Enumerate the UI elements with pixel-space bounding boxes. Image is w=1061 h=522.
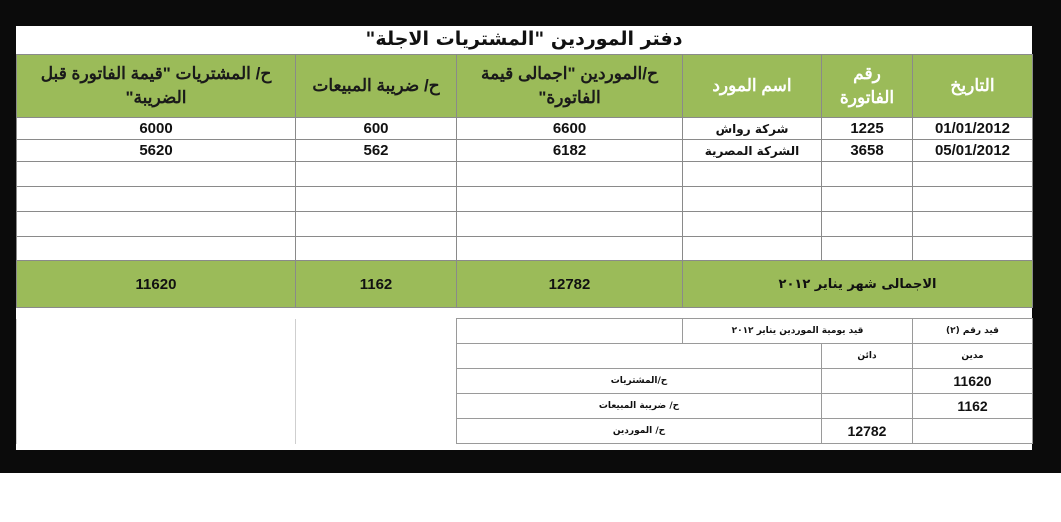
- empty-cell: [17, 394, 296, 419]
- empty-cell: [296, 369, 457, 394]
- empty-cell: [17, 344, 296, 369]
- title-row: [16, 26, 1032, 55]
- empty-cell[interactable]: [296, 212, 457, 237]
- header-sales-tax[interactable]: ح/ ضريبة المبيعات: [296, 55, 457, 118]
- journal-line: [17, 419, 1033, 444]
- empty-cell[interactable]: [822, 212, 913, 237]
- empty-cell[interactable]: [17, 237, 296, 261]
- empty-cell[interactable]: [683, 162, 822, 187]
- empty-row: [17, 237, 1033, 261]
- header-suppliers-total[interactable]: ح/الموردين "اجمالى قيمة الفاتورة": [457, 55, 683, 118]
- total-suppliers[interactable]: 12782: [457, 261, 683, 308]
- empty-cell: [296, 394, 457, 419]
- totals-label[interactable]: الاجمالى شهر يناير ٢٠١٢: [683, 261, 1033, 308]
- empty-row: [17, 187, 1033, 212]
- empty-cell[interactable]: [913, 187, 1033, 212]
- total-purchases[interactable]: 11620: [17, 261, 296, 308]
- cell-sales-tax[interactable]: 562: [296, 140, 457, 162]
- table-row: [17, 140, 1033, 162]
- cell-sales-tax[interactable]: 600: [296, 118, 457, 140]
- debit-label[interactable]: مدين: [913, 344, 1033, 369]
- cell-suppliers-total[interactable]: 6182: [457, 140, 683, 162]
- header-date[interactable]: التاريخ: [913, 55, 1033, 118]
- empty-cell[interactable]: [457, 187, 683, 212]
- journal-title-row: [17, 319, 1033, 344]
- empty-cell[interactable]: [683, 187, 822, 212]
- spreadsheet: [16, 26, 1032, 450]
- empty-cell: [296, 319, 457, 344]
- credit-label[interactable]: دائن: [822, 344, 913, 369]
- empty-cell[interactable]: [296, 237, 457, 261]
- empty-cell[interactable]: [822, 187, 913, 212]
- table-row: [17, 118, 1033, 140]
- journal-account[interactable]: ح/المشتريات: [457, 369, 822, 394]
- empty-cell[interactable]: [913, 162, 1033, 187]
- empty-cell: [296, 419, 457, 444]
- empty-row: [17, 162, 1033, 187]
- totals-row: [17, 261, 1033, 308]
- empty-cell: [17, 319, 296, 344]
- cell-supplier[interactable]: الشركة المصرية: [683, 140, 822, 162]
- journal-entry-title[interactable]: قيد يومية الموردين يناير ٢٠١٢: [683, 319, 913, 344]
- empty-cell: [17, 369, 296, 394]
- journal-entry-table: [16, 318, 1033, 444]
- journal-account[interactable]: ح/ ضريبة المبيعات: [457, 394, 822, 419]
- header-purchases[interactable]: ح/ المشتريات "قيمة الفاتورة قبل الضريبة": [17, 55, 296, 118]
- journal-credit[interactable]: [822, 394, 913, 419]
- journal-debit[interactable]: [913, 419, 1033, 444]
- empty-cell: [17, 419, 296, 444]
- header-invoice-no[interactable]: رقم الفاتورة: [822, 55, 913, 118]
- header-row: [17, 55, 1033, 118]
- cell-invoice-no[interactable]: 1225: [822, 118, 913, 140]
- cell-date[interactable]: 05/01/2012: [913, 140, 1033, 162]
- empty-cell: [296, 344, 457, 369]
- empty-cell[interactable]: [457, 162, 683, 187]
- journal-line: [17, 369, 1033, 394]
- empty-cell[interactable]: [17, 162, 296, 187]
- empty-cell[interactable]: [822, 162, 913, 187]
- journal-header-row: [17, 344, 1033, 369]
- empty-cell[interactable]: [683, 237, 822, 261]
- journal-debit[interactable]: 1162: [913, 394, 1033, 419]
- journal-credit[interactable]: [822, 369, 913, 394]
- empty-cell[interactable]: [17, 187, 296, 212]
- cell-purchases[interactable]: 5620: [17, 140, 296, 162]
- journal-line: [17, 394, 1033, 419]
- empty-cell[interactable]: [296, 162, 457, 187]
- journal-credit[interactable]: 12782: [822, 419, 913, 444]
- journal-debit[interactable]: 11620: [913, 369, 1033, 394]
- page-title: دفتر الموردين "المشتريات الاجلة": [365, 28, 683, 50]
- cell-date[interactable]: 01/01/2012: [913, 118, 1033, 140]
- cell-supplier[interactable]: شركة رواش: [683, 118, 822, 140]
- empty-cell[interactable]: [913, 212, 1033, 237]
- empty-cell[interactable]: [457, 212, 683, 237]
- empty-cell[interactable]: [457, 344, 822, 369]
- empty-cell[interactable]: [296, 187, 457, 212]
- journal-entry-no[interactable]: قيد رقم (٢): [913, 319, 1033, 344]
- empty-cell[interactable]: [913, 237, 1033, 261]
- empty-cell[interactable]: [17, 212, 296, 237]
- empty-cell[interactable]: [457, 237, 683, 261]
- empty-cell[interactable]: [457, 319, 683, 344]
- total-sales-tax[interactable]: 1162: [296, 261, 457, 308]
- cell-purchases[interactable]: 6000: [17, 118, 296, 140]
- empty-cell[interactable]: [822, 237, 913, 261]
- journal-account[interactable]: ح/ الموردين: [457, 419, 822, 444]
- cell-suppliers-total[interactable]: 6600: [457, 118, 683, 140]
- ledger-table: [16, 54, 1033, 308]
- header-supplier[interactable]: اسم المورد: [683, 55, 822, 118]
- empty-row: [17, 212, 1033, 237]
- empty-cell[interactable]: [683, 212, 822, 237]
- cell-invoice-no[interactable]: 3658: [822, 140, 913, 162]
